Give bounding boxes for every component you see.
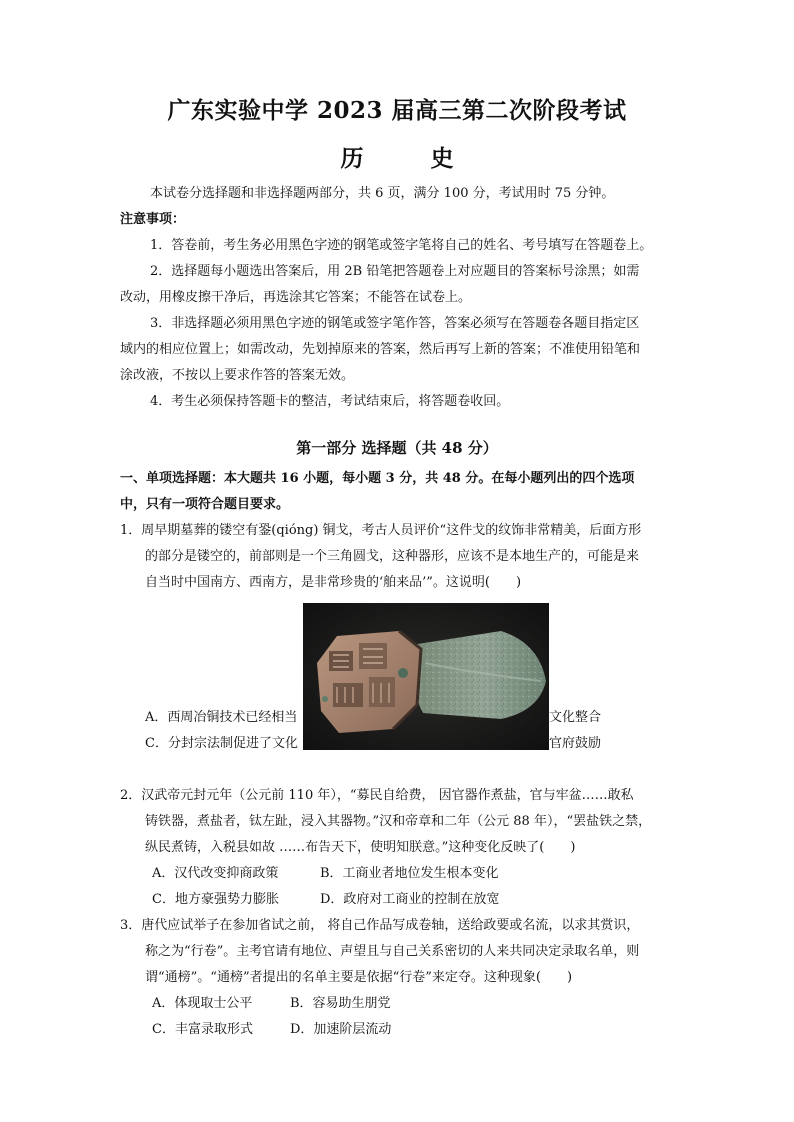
exam-title: 广东实验中学 2023 届高三第二次阶段考试 bbox=[167, 97, 627, 124]
q1-stem-line-3: 自当时中国南方、西南方，是非常珍贵的‘舶来品’”。这说明( ) bbox=[145, 575, 522, 590]
q3-option-a: A．体现取士公平 bbox=[152, 996, 253, 1011]
notice-item-2: 2．选择题每小题选出答案后，用 2B 铅笔把答题卷上对应题目的答案标号涂黑；如需 bbox=[150, 264, 640, 279]
notice-item-3-cont-2: 涂改液，不按以上要求作答的答案无效。 bbox=[120, 368, 355, 383]
notice-item-1: 1．答卷前，考生务必用黑色字迹的钢笔或签字笔将自己的姓名、考号填写在答题卷上。 bbox=[150, 238, 653, 253]
notice-heading: 注意事项： bbox=[120, 212, 186, 227]
q2-option-d: D．政府对工商业的控制在放宽 bbox=[320, 892, 500, 907]
bronze-ge-photo bbox=[303, 603, 549, 750]
q1-stem-line-2: 的部分是镂空的，前部则是一个三角圆戈，这种器形，应该不是本地生产的，可能是来 bbox=[145, 549, 640, 564]
intro-text: 本试卷分选择题和非选择题两部分，共 6 页，满分 100 分，考试用时 75 分钟。 bbox=[150, 186, 615, 201]
q1-option-d: 官府鼓励 bbox=[549, 736, 602, 751]
q3-stem-line-1: 3．唐代应试举子在参加省试之前， 将自己作品写成卷轴，送给政要或名流，以求其赏识， bbox=[120, 918, 640, 933]
q2-stem-line-2: 铸铁器，煮盐者，钛左趾，浸入其器物。”汉和帝章和二年（公元 88 年），“罢盐铁之禁， bbox=[145, 814, 652, 829]
q2-stem-line-3: 纵民煮铸，入税县如故 ……布告天下，使明知朕意。”这种变化反映了( ) bbox=[145, 840, 576, 855]
q1-stem-line-1: 1．周早期墓葬的镂空有銎(qióng) 铜戈，考古人员评价“这件戈的纹饰非常精美，后面方形 bbox=[120, 523, 642, 538]
q3-option-d: D．加速阶层流动 bbox=[290, 1022, 392, 1037]
part1-instruction-1: 一、单项选择题：本大题共 16 小题，每小题 3 分，共 48 分。在每小题列出的四个选项 bbox=[120, 471, 635, 486]
q3-option-c: C．丰富录取形式 bbox=[152, 1022, 253, 1037]
q1-option-b: 文化整合 bbox=[549, 710, 602, 725]
q2-option-c: C．地方豪强势力膨胀 bbox=[152, 892, 279, 907]
q3-stem-line-3: 谓“通榜”。“通榜”者提出的名单主要是依据“行卷”来定夺。这种现象( ) bbox=[145, 970, 573, 985]
q2-option-b: B．工商业者地位发生根本变化 bbox=[320, 866, 499, 881]
subject-title: 历 史 bbox=[340, 145, 476, 172]
q1-option-a: A．西周冶铜技术已经相当 bbox=[145, 710, 298, 725]
notice-item-3-cont-1: 域内的相应位置上；如需改动，先划掉原来的答案，然后再写上新的答案；不准使用铅笔和 bbox=[120, 342, 641, 357]
q2-option-a: A．汉代改变抑商政策 bbox=[152, 866, 279, 881]
q2-stem-line-1: 2．汉武帝元封元年（公元前 110 年），“募民自给费， 因官器作煮盐，官与牢盆……敢私 bbox=[120, 788, 634, 803]
part1-heading: 第一部分 选择题（共 48 分） bbox=[296, 439, 498, 457]
notice-item-4: 4．考生必须保持答题卡的整洁，考试结束后，将答题卷收回。 bbox=[150, 394, 510, 409]
notice-item-3: 3．非选择题必须用黑色字迹的钢笔或签字笔作答，答案必须写在答题卷各题目指定区 bbox=[150, 316, 640, 331]
q3-stem-line-2: 称之为“行卷”。主考官请有地位、声望且与自己关系密切的人来共同决定录取名单，则 bbox=[145, 944, 640, 959]
notice-item-2-cont: 改动，用橡皮擦干净后，再选涂其它答案；不能答在试卷上。 bbox=[120, 290, 472, 305]
q1-option-c: C．分封宗法制促进了文化 bbox=[145, 736, 298, 751]
part1-instruction-2: 中，只有一项符合题目要求。 bbox=[120, 497, 290, 512]
q3-option-b: B．容易助生朋党 bbox=[290, 996, 391, 1011]
